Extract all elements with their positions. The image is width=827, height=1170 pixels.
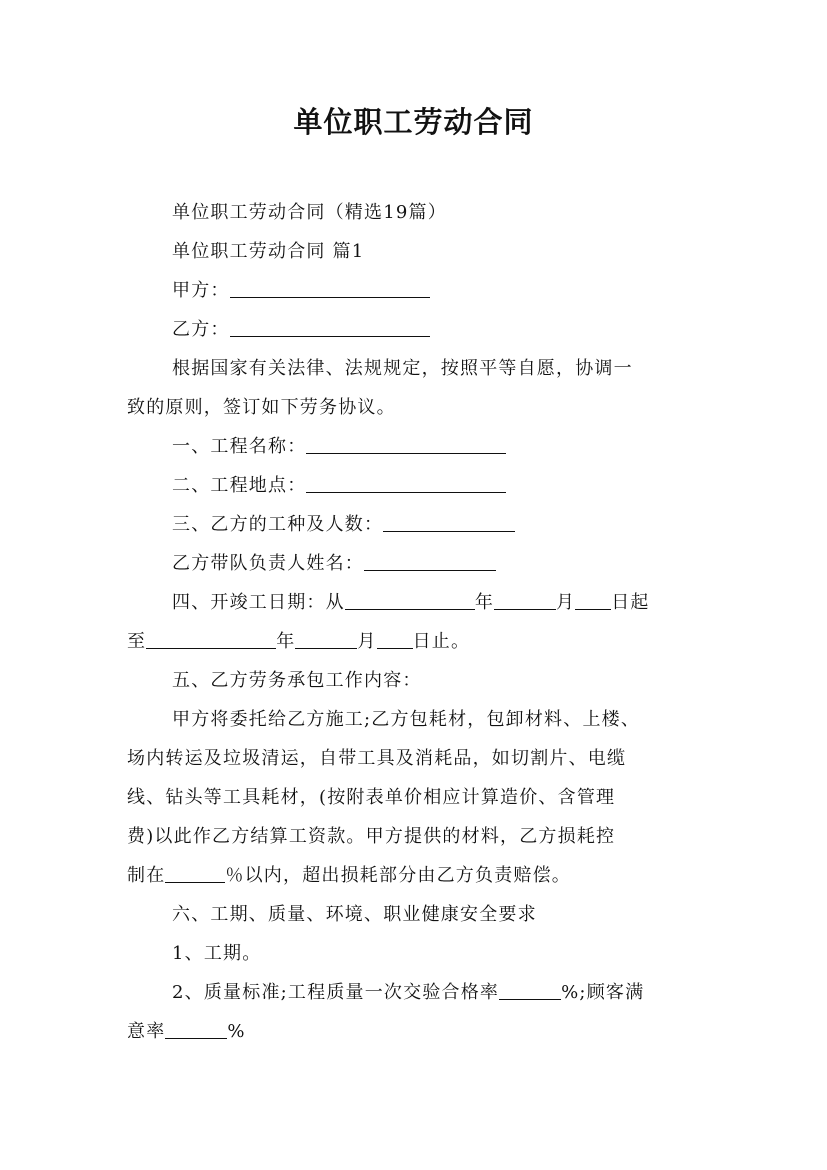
party-a-line bbox=[127, 271, 717, 310]
item3-line bbox=[127, 505, 717, 544]
item5-line-3: 线、钻头等工具耗材，(按附表单价相应计算造价、含管理 bbox=[127, 787, 616, 808]
end-month-blank bbox=[295, 626, 357, 649]
preamble-line-2: 致的原则，签订如下劳务协议。 bbox=[127, 397, 396, 418]
item6-2-line-1 bbox=[127, 973, 717, 1012]
item6-heading: 六、工期、质量、环境、职业健康安全要求 bbox=[172, 904, 537, 925]
document-body bbox=[127, 193, 717, 1051]
item6-1: 1、工期。 bbox=[172, 943, 262, 964]
item5-line-5 bbox=[127, 856, 717, 895]
leader-line bbox=[127, 544, 717, 583]
leader-name-blank bbox=[364, 548, 496, 571]
start-year-blank bbox=[345, 587, 475, 610]
item5-line-5-prefix: 制在 bbox=[127, 865, 166, 886]
item5-line-1: 甲方将委托给乙方施工;乙方包耗材，包卸材料、上楼、 bbox=[172, 709, 641, 730]
project-name-blank bbox=[306, 431, 506, 454]
item2-label: 二、工程地点： bbox=[172, 475, 307, 496]
item6-2-line-2-suffix: % bbox=[227, 1021, 246, 1042]
document-title: 单位职工劳动合同 bbox=[293, 105, 534, 139]
section-heading: 单位职工劳动合同 篇1 bbox=[172, 241, 365, 262]
party-b-label: 乙方： bbox=[172, 319, 230, 340]
item3-label: 三、乙方的工种及人数： bbox=[172, 514, 384, 535]
pass-rate-blank bbox=[499, 977, 561, 1000]
item5-line-5-suffix: ％以内，超出损耗部分由乙方负责赔偿。 bbox=[225, 865, 572, 886]
item5-heading: 五、乙方劳务承包工作内容： bbox=[172, 670, 422, 691]
item4-to: 至 bbox=[127, 631, 147, 652]
item5-line-2: 场内转运及垃圾清运，自带工具及消耗品，如切割片、电缆 bbox=[127, 748, 627, 769]
subtitle: 单位职工劳动合同（精选19篇） bbox=[172, 202, 447, 223]
end-month-label: 月 bbox=[357, 631, 377, 652]
item6-2-prefix: 2、质量标准;工程质量一次交验合格率 bbox=[172, 982, 500, 1003]
item4-line-2 bbox=[127, 622, 717, 661]
end-day-blank bbox=[377, 626, 413, 649]
item1-label: 一、工程名称： bbox=[172, 436, 307, 457]
project-location-blank bbox=[306, 470, 506, 493]
item4-line-1 bbox=[127, 583, 717, 622]
item6-2-line-2 bbox=[127, 1012, 717, 1051]
item6-2-mid: %;顾客满 bbox=[561, 982, 645, 1003]
start-month-label: 月 bbox=[556, 592, 576, 613]
party-a-blank bbox=[230, 275, 430, 298]
item5-line-4: 费)以此作乙方结算工资款。甲方提供的材料，乙方损耗控 bbox=[127, 826, 616, 847]
preamble-line-1: 根据国家有关法律、法规规定，按照平等自愿，协调一 bbox=[172, 358, 633, 379]
worker-type-blank bbox=[383, 509, 515, 532]
start-day-blank bbox=[575, 587, 611, 610]
start-month-blank bbox=[494, 587, 556, 610]
start-day-label: 日起 bbox=[611, 592, 650, 613]
item2-line bbox=[127, 466, 717, 505]
leader-label: 乙方带队负责人姓名： bbox=[172, 553, 364, 574]
item1-line bbox=[127, 427, 717, 466]
start-year-label: 年 bbox=[474, 592, 495, 613]
end-year-blank bbox=[146, 626, 276, 649]
loss-rate-blank bbox=[165, 860, 225, 883]
item6-2-line-2-prefix: 意率 bbox=[127, 1021, 166, 1042]
party-b-blank bbox=[230, 314, 430, 337]
party-a-label: 甲方： bbox=[172, 280, 230, 301]
party-b-line bbox=[127, 310, 717, 349]
end-year-label: 年 bbox=[276, 631, 296, 652]
satisfaction-rate-blank bbox=[165, 1016, 227, 1039]
item4-prefix: 四、开竣工日期：从 bbox=[172, 592, 345, 613]
end-day-label: 日止。 bbox=[412, 631, 471, 652]
